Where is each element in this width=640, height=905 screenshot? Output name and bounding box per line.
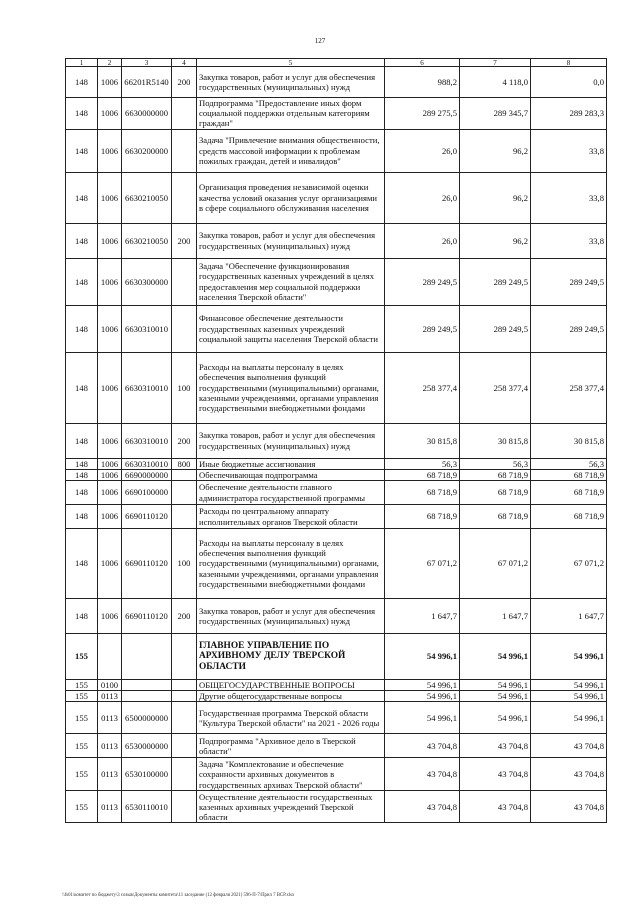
amount-2023-cell: 43 704,8 bbox=[531, 758, 607, 791]
description-cell: Расходы на выплаты персоналу в целях обеспечения выполнения функций государственными (муниципальными) органами, казенными учреждениями, органами управления государственными внебюджетными фондами bbox=[197, 529, 385, 599]
amount-2022-cell: 289 345,7 bbox=[460, 98, 531, 130]
description-cell: Закупка товаров, работ и услуг для обеспечения государственных (муниципальных) нужд bbox=[197, 223, 385, 258]
column-number-7: 7 bbox=[460, 59, 531, 67]
expense-type-cell: 100 bbox=[172, 529, 197, 599]
amount-2021-cell: 26,0 bbox=[385, 129, 460, 172]
amount-2023-cell: 68 718,9 bbox=[531, 505, 607, 529]
amount-2021-cell: 54 996,1 bbox=[385, 680, 460, 691]
amount-2022-cell: 54 996,1 bbox=[460, 691, 531, 702]
amount-2022-cell: 68 718,9 bbox=[460, 469, 531, 480]
table-row bbox=[66, 98, 607, 130]
amount-2021-cell: 56,3 bbox=[385, 458, 460, 469]
section-code-cell: 0113 bbox=[98, 702, 122, 734]
section-code-cell: 1006 bbox=[98, 258, 122, 305]
description-cell: Другие общегосударственные вопросы bbox=[197, 691, 385, 702]
table-row bbox=[66, 469, 607, 480]
table-row bbox=[66, 529, 607, 599]
section-code-cell: 1006 bbox=[98, 129, 122, 172]
description-cell: Финансовое обеспечение деятельности государственных казенных учреждений социальной защиты населения Тверской области bbox=[197, 305, 385, 352]
admin-code-cell: 148 bbox=[66, 599, 98, 634]
expense-type-cell: 200 bbox=[172, 423, 197, 458]
admin-code-cell: 148 bbox=[66, 129, 98, 172]
column-number-8: 8 bbox=[531, 59, 607, 67]
section-code-cell: 0113 bbox=[98, 734, 122, 758]
amount-2021-cell: 26,0 bbox=[385, 223, 460, 258]
description-cell: Задача "Обеспечение функционирования государственных казенных учреждений в целях предоставления мер социальной поддержки населения Тверской области" bbox=[197, 258, 385, 305]
table-row bbox=[66, 791, 607, 823]
target-article-cell: 6630300000 bbox=[122, 258, 172, 305]
expense-type-cell bbox=[172, 691, 197, 702]
amount-2021-cell: 43 704,8 bbox=[385, 758, 460, 791]
amount-2023-cell: 1 647,7 bbox=[531, 599, 607, 634]
amount-2023-cell: 289 249,5 bbox=[531, 258, 607, 305]
section-code-cell: 1006 bbox=[98, 67, 122, 98]
admin-code-cell: 148 bbox=[66, 172, 98, 223]
table-row bbox=[66, 258, 607, 305]
section-code-cell: 1006 bbox=[98, 423, 122, 458]
table-row bbox=[66, 129, 607, 172]
description-cell: Подпрограмма "Предоставление иных форм социальной поддержки отдельным категориям граждан" bbox=[197, 98, 385, 130]
column-number-1: 1 bbox=[66, 59, 98, 67]
target-article-cell: 6530000000 bbox=[122, 734, 172, 758]
amount-2021-cell: 68 718,9 bbox=[385, 469, 460, 480]
target-article-cell: 66201R5140 bbox=[122, 67, 172, 98]
target-article-cell: 6630310010 bbox=[122, 305, 172, 352]
expense-type-cell bbox=[172, 481, 197, 505]
expense-type-cell: 200 bbox=[172, 223, 197, 258]
amount-2021-cell: 67 071,2 bbox=[385, 529, 460, 599]
amount-2021-cell: 988,2 bbox=[385, 67, 460, 98]
admin-code-cell: 148 bbox=[66, 352, 98, 423]
expense-type-cell bbox=[172, 680, 197, 691]
section-code-cell: 0100 bbox=[98, 680, 122, 691]
amount-2023-cell: 54 996,1 bbox=[531, 680, 607, 691]
description-cell: Обеспечивающая подпрограмма bbox=[197, 469, 385, 480]
amount-2021-cell: 1 647,7 bbox=[385, 599, 460, 634]
target-article-cell bbox=[122, 680, 172, 691]
amount-2022-cell: 30 815,8 bbox=[460, 423, 531, 458]
amount-2023-cell: 67 071,2 bbox=[531, 529, 607, 599]
expense-type-cell: 800 bbox=[172, 458, 197, 469]
admin-code-cell: 148 bbox=[66, 305, 98, 352]
target-article-cell bbox=[122, 691, 172, 702]
section-code-cell: 1006 bbox=[98, 458, 122, 469]
column-number-3: 3 bbox=[122, 59, 172, 67]
target-article-cell: 6630310010 bbox=[122, 352, 172, 423]
amount-2023-cell: 33,8 bbox=[531, 129, 607, 172]
amount-2022-cell: 68 718,9 bbox=[460, 505, 531, 529]
admin-code-cell: 148 bbox=[66, 458, 98, 469]
admin-code-cell: 148 bbox=[66, 505, 98, 529]
amount-2021-cell: 289 275,5 bbox=[385, 98, 460, 130]
expense-type-cell bbox=[172, 129, 197, 172]
amount-2022-cell: 289 249,5 bbox=[460, 258, 531, 305]
admin-code-cell: 155 bbox=[66, 702, 98, 734]
table-row bbox=[66, 352, 607, 423]
description-cell: Государственная программа Тверской области "Культура Тверской области" на 2021 - 2026 годы bbox=[197, 702, 385, 734]
expense-type-cell bbox=[172, 734, 197, 758]
admin-code-cell: 155 bbox=[66, 791, 98, 823]
description-cell: Организация проведения независимой оценки качества условий оказания услуг организациями в сфере социального обслуживания населения bbox=[197, 172, 385, 223]
table-row bbox=[66, 599, 607, 634]
amount-2023-cell: 258 377,4 bbox=[531, 352, 607, 423]
amount-2021-cell: 54 996,1 bbox=[385, 634, 460, 680]
expense-type-cell: 200 bbox=[172, 67, 197, 98]
table-row bbox=[66, 305, 607, 352]
section-code-cell: 1006 bbox=[98, 529, 122, 599]
amount-2023-cell: 33,8 bbox=[531, 223, 607, 258]
amount-2022-cell: 67 071,2 bbox=[460, 529, 531, 599]
admin-code-cell: 148 bbox=[66, 469, 98, 480]
amount-2022-cell: 289 249,5 bbox=[460, 305, 531, 352]
target-article-cell: 6630210050 bbox=[122, 172, 172, 223]
amount-2021-cell: 289 249,5 bbox=[385, 305, 460, 352]
section-code-cell: 1006 bbox=[98, 352, 122, 423]
amount-2023-cell: 54 996,1 bbox=[531, 702, 607, 734]
table-header bbox=[66, 59, 607, 67]
table-row bbox=[66, 458, 607, 469]
expense-type-cell bbox=[172, 172, 197, 223]
section-code-cell: 1006 bbox=[98, 223, 122, 258]
column-number-2: 2 bbox=[98, 59, 122, 67]
amount-2022-cell: 258 377,4 bbox=[460, 352, 531, 423]
amount-2021-cell: 289 249,5 bbox=[385, 258, 460, 305]
amount-2021-cell: 30 815,8 bbox=[385, 423, 460, 458]
description-cell: Обеспечение деятельности главного администратора государственной программы bbox=[197, 481, 385, 505]
column-number-4: 4 bbox=[172, 59, 197, 67]
section-code-cell: 1006 bbox=[98, 481, 122, 505]
amount-2023-cell: 0,0 bbox=[531, 67, 607, 98]
target-article-cell: 6690110120 bbox=[122, 505, 172, 529]
section-code-cell: 1006 bbox=[98, 98, 122, 130]
amount-2022-cell: 54 996,1 bbox=[460, 702, 531, 734]
amount-2022-cell: 54 996,1 bbox=[460, 680, 531, 691]
target-article-cell: 6500000000 bbox=[122, 702, 172, 734]
table-row bbox=[66, 172, 607, 223]
target-article-cell: 6690110120 bbox=[122, 599, 172, 634]
amount-2023-cell: 289 249,5 bbox=[531, 305, 607, 352]
admin-code-cell: 155 bbox=[66, 680, 98, 691]
admin-code-cell: 148 bbox=[66, 481, 98, 505]
expense-type-cell: 200 bbox=[172, 599, 197, 634]
section-code-cell: 1006 bbox=[98, 505, 122, 529]
amount-2021-cell: 43 704,8 bbox=[385, 734, 460, 758]
expense-type-cell bbox=[172, 702, 197, 734]
expense-type-cell bbox=[172, 505, 197, 529]
expense-type-cell bbox=[172, 305, 197, 352]
column-number-5: 5 bbox=[197, 59, 385, 67]
budget-table bbox=[65, 58, 607, 823]
table-row bbox=[66, 223, 607, 258]
amount-2022-cell: 56,3 bbox=[460, 458, 531, 469]
expense-type-cell bbox=[172, 634, 197, 680]
table-row bbox=[66, 702, 607, 734]
amount-2023-cell: 68 718,9 bbox=[531, 481, 607, 505]
admin-code-cell: 148 bbox=[66, 423, 98, 458]
section-code-cell: 0113 bbox=[98, 758, 122, 791]
target-article-cell: 6630310010 bbox=[122, 458, 172, 469]
description-cell: ОБЩЕГОСУДАРСТВЕННЫЕ ВОПРОСЫ bbox=[197, 680, 385, 691]
amount-2022-cell: 96,2 bbox=[460, 172, 531, 223]
expense-type-cell bbox=[172, 258, 197, 305]
description-cell: Иные бюджетные ассигнования bbox=[197, 458, 385, 469]
table-row bbox=[66, 505, 607, 529]
section-code-cell: 1006 bbox=[98, 172, 122, 223]
target-article-cell: 6630000000 bbox=[122, 98, 172, 130]
amount-2023-cell: 43 704,8 bbox=[531, 791, 607, 823]
table-row bbox=[66, 423, 607, 458]
admin-code-cell: 155 bbox=[66, 691, 98, 702]
description-cell: Расходы по центральному аппарату исполнительных органов Тверской области bbox=[197, 505, 385, 529]
description-cell: ГЛАВНОЕ УПРАВЛЕНИЕ ПО АРХИВНОМУ ДЕЛУ ТВЕРСКОЙ ОБЛАСТИ bbox=[197, 634, 385, 680]
amount-2023-cell: 30 815,8 bbox=[531, 423, 607, 458]
expense-type-cell bbox=[172, 791, 197, 823]
table-body bbox=[66, 67, 607, 823]
amount-2023-cell: 54 996,1 bbox=[531, 691, 607, 702]
expense-type-cell bbox=[172, 469, 197, 480]
target-article-cell: 6630200000 bbox=[122, 129, 172, 172]
amount-2021-cell: 54 996,1 bbox=[385, 702, 460, 734]
table-row bbox=[66, 691, 607, 702]
description-cell: Подпрограмма "Архивное дело в Тверской области" bbox=[197, 734, 385, 758]
amount-2023-cell: 289 283,3 bbox=[531, 98, 607, 130]
amount-2021-cell: 26,0 bbox=[385, 172, 460, 223]
description-cell: Закупка товаров, работ и услуг для обеспечения государственных (муниципальных) нужд bbox=[197, 599, 385, 634]
table-row bbox=[66, 680, 607, 691]
amount-2023-cell: 33,8 bbox=[531, 172, 607, 223]
admin-code-cell: 155 bbox=[66, 734, 98, 758]
table-row bbox=[66, 734, 607, 758]
amount-2022-cell: 68 718,9 bbox=[460, 481, 531, 505]
column-number-6: 6 bbox=[385, 59, 460, 67]
amount-2021-cell: 68 718,9 bbox=[385, 481, 460, 505]
description-cell: Расходы на выплаты персоналу в целях обеспечения выполнения функций государственными (муниципальными) органами, казенными учреждениями, органами управления государственными внебюджетными фондами bbox=[197, 352, 385, 423]
section-code-cell: 1006 bbox=[98, 305, 122, 352]
amount-2021-cell: 68 718,9 bbox=[385, 505, 460, 529]
table-row bbox=[66, 634, 607, 680]
page-number: 127 bbox=[314, 37, 326, 45]
description-cell: Задача "Привлечение внимания общественности, средств массовой информации к проблемам пожилых граждан, детей и инвалидов" bbox=[197, 129, 385, 172]
admin-code-cell: 148 bbox=[66, 67, 98, 98]
section-code-cell: 0113 bbox=[98, 791, 122, 823]
target-article-cell: 6530100000 bbox=[122, 758, 172, 791]
admin-code-cell: 148 bbox=[66, 98, 98, 130]
expense-type-cell bbox=[172, 758, 197, 791]
target-article-cell: 6530110010 bbox=[122, 791, 172, 823]
file-path-footer: \\fs01\комитет по бюджету\3 созыв\Документы комитета\11 заседание (12 февраля 2021) 596-П-7\Прил 7 ВСР.xlsx bbox=[62, 893, 295, 898]
amount-2023-cell: 68 718,9 bbox=[531, 469, 607, 480]
table-row bbox=[66, 758, 607, 791]
amount-2023-cell: 56,3 bbox=[531, 458, 607, 469]
target-article-cell: 6630310010 bbox=[122, 423, 172, 458]
amount-2022-cell: 43 704,8 bbox=[460, 758, 531, 791]
target-article-cell: 6630210050 bbox=[122, 223, 172, 258]
amount-2022-cell: 43 704,8 bbox=[460, 791, 531, 823]
table-row bbox=[66, 67, 607, 98]
column-number-row bbox=[66, 59, 607, 67]
amount-2022-cell: 96,2 bbox=[460, 129, 531, 172]
description-cell: Закупка товаров, работ и услуг для обеспечения государственных (муниципальных) нужд bbox=[197, 67, 385, 98]
amount-2022-cell: 54 996,1 bbox=[460, 634, 531, 680]
amount-2022-cell: 43 704,8 bbox=[460, 734, 531, 758]
expense-type-cell bbox=[172, 98, 197, 130]
section-code-cell: 0113 bbox=[98, 691, 122, 702]
admin-code-cell: 155 bbox=[66, 634, 98, 680]
section-code-cell: 1006 bbox=[98, 599, 122, 634]
amount-2022-cell: 1 647,7 bbox=[460, 599, 531, 634]
amount-2021-cell: 54 996,1 bbox=[385, 691, 460, 702]
admin-code-cell: 148 bbox=[66, 223, 98, 258]
target-article-cell bbox=[122, 634, 172, 680]
amount-2023-cell: 43 704,8 bbox=[531, 734, 607, 758]
target-article-cell: 6690000000 bbox=[122, 469, 172, 480]
amount-2021-cell: 258 377,4 bbox=[385, 352, 460, 423]
amount-2023-cell: 54 996,1 bbox=[531, 634, 607, 680]
description-cell: Осуществление деятельности государственных казенных архивных учреждений Тверской области bbox=[197, 791, 385, 823]
admin-code-cell: 148 bbox=[66, 258, 98, 305]
amount-2022-cell: 96,2 bbox=[460, 223, 531, 258]
target-article-cell: 6690110120 bbox=[122, 529, 172, 599]
admin-code-cell: 155 bbox=[66, 758, 98, 791]
section-code-cell: 1006 bbox=[98, 469, 122, 480]
target-article-cell: 6690100000 bbox=[122, 481, 172, 505]
expense-type-cell: 100 bbox=[172, 352, 197, 423]
amount-2022-cell: 4 118,0 bbox=[460, 67, 531, 98]
section-code-cell bbox=[98, 634, 122, 680]
amount-2021-cell: 43 704,8 bbox=[385, 791, 460, 823]
description-cell: Закупка товаров, работ и услуг для обеспечения государственных (муниципальных) нужд bbox=[197, 423, 385, 458]
admin-code-cell: 148 bbox=[66, 529, 98, 599]
description-cell: Задача "Комплектование и обеспечение сохранности архивных документов в государственных архивах Тверской области" bbox=[197, 758, 385, 791]
table-row bbox=[66, 481, 607, 505]
